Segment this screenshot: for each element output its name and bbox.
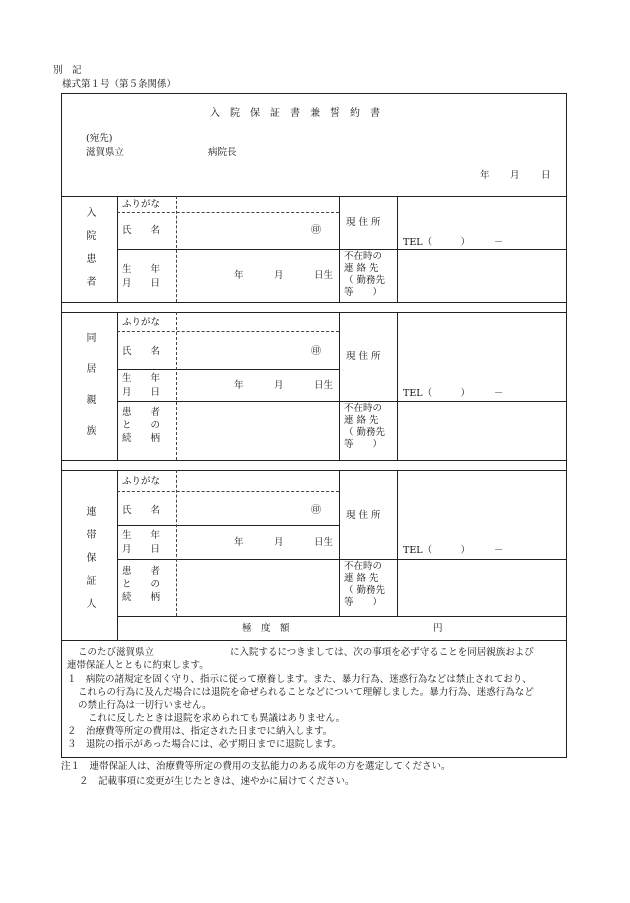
patient-birth-year: 年	[234, 270, 244, 281]
patient-name-label: 氏 名	[122, 225, 161, 236]
section-label-guarantor: 連帯保証人	[84, 506, 95, 621]
guarantor-address-label: 現 住 所	[346, 510, 381, 521]
family-birth-month: 月	[274, 380, 284, 391]
family-tel: TEL（ ） －	[403, 388, 504, 399]
family-birth-label-bottom: 月 日	[122, 387, 161, 398]
guarantor-birth-label-top: 生 年	[122, 530, 161, 541]
pledge-item2: ２ 治療費等所定の費用は、指定された日までに納入します。	[67, 726, 333, 737]
limit-amount-unit: 円	[433, 623, 443, 634]
pledge-item1-line2: これらの行為に及んだ場合には退院を命ぜられることなどについて理解しました。暴力行為、迷惑行為など	[78, 687, 534, 698]
pledge-intro-line1: このたび滋賀県立 に入院するにつきましては、次の事項を必ず守ることを同居親族および	[78, 647, 534, 658]
guarantor-tel: TEL（ ） －	[403, 545, 504, 556]
family-birth-label-top: 生 年	[122, 373, 161, 384]
section-label-family: 同居親族	[84, 332, 95, 456]
pledge-item1-line1: １ 病院の諸規定を固く守り、指示に従って療養します。また、暴力行為、迷惑行為などは禁止されており、	[67, 674, 532, 685]
date-month: 月	[510, 170, 520, 181]
guarantor-birth-month: 月	[274, 537, 284, 548]
family-contact-label: 不在時の 連 絡 先 （ 勤務先 等 ）	[344, 403, 386, 450]
form-title: 入 院 保 証 書 兼 誓 約 書	[210, 108, 380, 119]
guarantor-birth-year: 年	[234, 537, 244, 548]
date-day: 日	[541, 170, 551, 181]
patient-contact-label: 不在時の 連 絡 先 （ 勤務先 等 ）	[344, 251, 386, 298]
patient-seal: ㊞	[311, 225, 321, 236]
addressee-to: (宛先)	[86, 133, 113, 144]
limit-amount-label: 極 度 額	[242, 623, 290, 634]
pledge-item3: ３ 退院の指示があった場合には、必ず期日までに退院します。	[67, 739, 342, 750]
guarantor-birth-label-bottom: 月 日	[122, 544, 161, 555]
note-1: 注１ 連帯保証人は、治療費等所定の費用の支払能力のある成年の方を選定してください。	[61, 761, 451, 772]
patient-birth-day: 日生	[314, 270, 334, 281]
note-2: ２ 記載事項に変更が生じたときは、速やかに届けてください。	[79, 776, 355, 787]
section-label-patient: 入院患者	[84, 207, 95, 299]
guarantor-birth-day: 日生	[314, 537, 334, 548]
guarantor-seal: ㊞	[311, 505, 321, 516]
family-birth-day: 日生	[314, 380, 334, 391]
guarantor-name-label: 氏 名	[122, 505, 161, 516]
family-name-label: 氏 名	[122, 346, 161, 357]
pledge-intro-line2: 連帯保証人とともに約束します。	[67, 660, 209, 671]
pledge-item1-line3: の禁止行為は一切行いません。	[78, 700, 212, 711]
patient-birth-label-bottom: 月 日	[122, 278, 161, 289]
family-birth-year: 年	[234, 380, 244, 391]
annex-label: 別 記	[53, 65, 82, 76]
family-address-label: 現 住 所	[346, 351, 381, 362]
patient-birth-label-top: 生 年	[122, 264, 161, 275]
patient-tel: TEL（ ） －	[403, 237, 504, 248]
family-furigana-label: ふりがな	[122, 317, 161, 328]
guarantor-furigana-label: ふりがな	[122, 476, 161, 487]
addressee-gov: 滋賀県立	[86, 147, 125, 158]
family-relation-label: 患 者 と の 続 柄	[122, 407, 161, 444]
guarantor-relation-label: 患 者 と の 続 柄	[122, 566, 161, 603]
family-seal: ㊞	[311, 346, 321, 357]
guarantor-contact-label: 不在時の 連 絡 先 （ 勤務先 等 ）	[344, 561, 386, 608]
patient-furigana-label: ふりがな	[122, 199, 161, 210]
patient-address-label: 現 住 所	[346, 217, 381, 228]
form-number: 様式第１号（第５条関係）	[62, 79, 177, 90]
patient-birth-month: 月	[274, 270, 284, 281]
addressee-director: 病院長	[208, 147, 237, 158]
pledge-item1-line4: これに反したときは退院を求められても異議はありません。	[88, 713, 346, 724]
date-year: 年	[480, 170, 490, 181]
